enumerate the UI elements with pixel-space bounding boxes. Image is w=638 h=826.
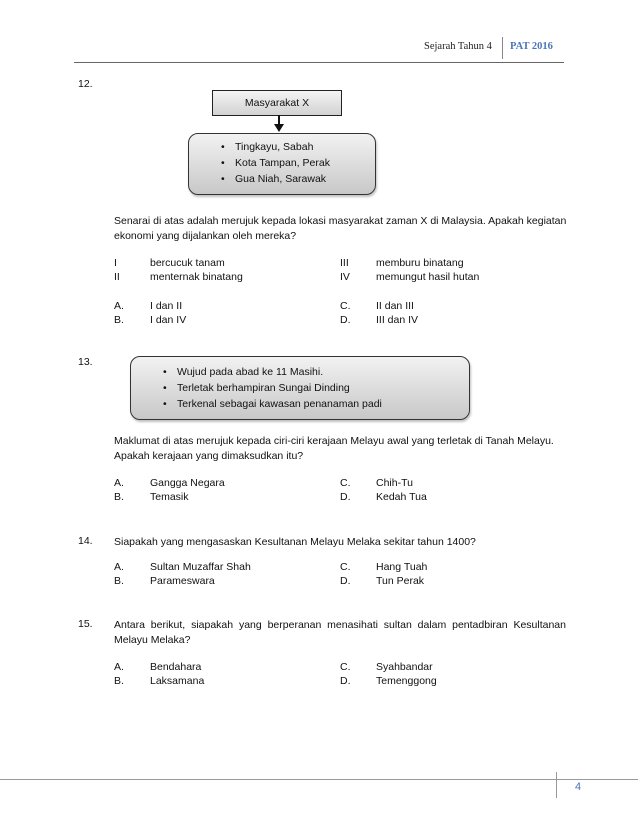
bullet-icon: • xyxy=(163,398,167,410)
arrow-head-icon xyxy=(274,124,284,132)
list-item: • Tingkayu, Sabah xyxy=(221,141,314,153)
bullet-icon: • xyxy=(163,366,167,378)
list-item: • Terkenal sebagai kawasan penanaman padi xyxy=(163,398,382,410)
header-separator xyxy=(502,37,503,59)
question-14-number: 14. xyxy=(78,535,93,547)
question-14-stem: Siapakah yang mengasaskan Kesultanan Melayu Melaka sekitar tahun 1400? xyxy=(114,536,476,548)
header-rule xyxy=(74,62,564,63)
diagram-title-box: Masyarakat X xyxy=(212,90,342,116)
list-item: • Gua Niah, Sarawak xyxy=(221,173,327,185)
header-exam-code: PAT 2016 xyxy=(510,41,553,52)
question-12-stem: Senarai di atas adalah merujuk kepada lokasi masyarakat zaman X di Malaysia. Apakah kegiatan ekonomi yang dijalankan oleh mereka? xyxy=(114,215,567,242)
list-item: • Wujud pada abad ke 11 Masihi. xyxy=(163,366,324,378)
question-13-number: 13. xyxy=(78,356,93,368)
question-15-stem: Antara berikut, siapakah yang berperanan menasihati sultan dalam pentadbiran Kesultanan Melayu Melaka? xyxy=(114,619,566,646)
features-box xyxy=(130,356,470,420)
page-number: 4 xyxy=(574,781,582,793)
bullet-icon: • xyxy=(221,141,225,153)
question-12-number: 12. xyxy=(78,78,93,90)
bullet-icon: • xyxy=(221,173,225,185)
footer-rule xyxy=(0,779,638,780)
locations-box xyxy=(188,133,376,195)
header-subject: Sejarah Tahun 4 xyxy=(424,41,492,52)
bullet-icon: • xyxy=(163,382,167,394)
list-item: • Kota Tampan, Perak xyxy=(221,157,330,169)
bullet-icon: • xyxy=(221,157,225,169)
question-13-stem: Maklumat di atas merujuk kepada ciri-ciri kerajaan Melayu awal yang terletak di Tanah Melayu. Apakah kerajaan yang dimaksudkan itu? xyxy=(114,435,554,462)
list-item: • Terletak berhampiran Sungai Dinding xyxy=(163,382,350,394)
question-15-number: 15. xyxy=(78,618,93,630)
